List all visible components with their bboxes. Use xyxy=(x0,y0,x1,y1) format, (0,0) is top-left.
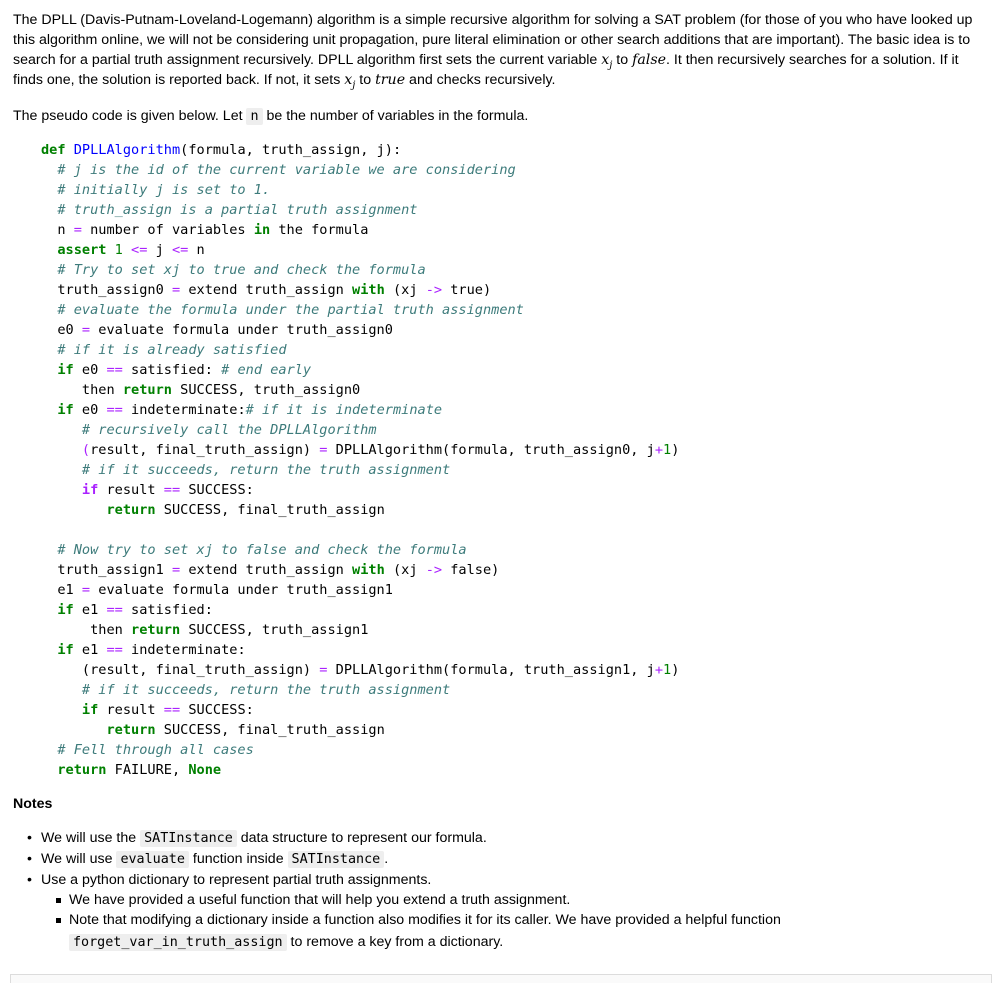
code-line xyxy=(41,760,679,780)
code-token: == xyxy=(163,482,181,498)
code-token: <= xyxy=(131,242,148,258)
code-token: # truth_assign is a partial truth assignment xyxy=(57,202,418,218)
code-token: return xyxy=(106,502,156,518)
code-line xyxy=(41,280,679,300)
code-line xyxy=(41,380,679,400)
code-token: truth_assign0 xyxy=(41,282,172,298)
code-token: result xyxy=(98,702,164,718)
code-token: SUCCESS, final_truth_assign xyxy=(155,502,385,518)
code-token: = xyxy=(81,582,91,598)
code-token: + xyxy=(654,442,664,458)
code-token: e0 xyxy=(41,322,82,338)
code-token xyxy=(41,762,57,778)
code-token: e0 xyxy=(73,402,107,418)
code-token: (xj xyxy=(384,562,426,578)
code-token: return xyxy=(131,622,181,638)
code-token: 1 xyxy=(663,442,672,458)
code-token: with xyxy=(352,562,385,578)
code-token: # end early xyxy=(221,362,312,378)
code-line xyxy=(41,180,679,200)
code-token: evaluate formula under truth_assign0 xyxy=(90,322,393,338)
code-line xyxy=(41,240,679,260)
code-token xyxy=(41,262,57,278)
code-token xyxy=(41,182,57,198)
code-token: true) xyxy=(442,282,492,298)
code-token: satisfied: xyxy=(122,602,213,618)
list-item: • Use a python dictionary to represent partial truth assignments. We have provided a useful function that will help you extend a truth assignment. Note that modifying a dictionary inside a function also modifies it for its caller. We have provided a helpful function forget_var_in_truth_assign to remove a key from a dictionary. xyxy=(13,870,973,953)
list-item: • We will use the SATInstance data structure to represent our formula. xyxy=(13,828,973,849)
code-token xyxy=(41,742,57,758)
inline-code-evaluate: evaluate xyxy=(116,851,189,868)
code-line xyxy=(41,160,679,180)
code-token: # Now try to set xj to false and check the formula xyxy=(57,542,467,558)
code-token: DPLLAlgorithm(formula, truth_assign1, j xyxy=(327,662,655,678)
code-token: if xyxy=(57,402,74,418)
code-token: = xyxy=(73,222,82,238)
code-token: ) xyxy=(671,662,680,678)
code-token: indeterminate: xyxy=(122,402,246,418)
pseudo-code-block xyxy=(41,140,679,780)
inline-code-satinstance: SATInstance xyxy=(288,851,385,868)
code-token xyxy=(41,462,82,478)
code-token: assert xyxy=(57,242,107,258)
code-token: indeterminate: xyxy=(122,642,246,658)
notes-list xyxy=(13,828,973,953)
code-token xyxy=(41,422,82,438)
code-token: == xyxy=(106,602,123,618)
code-line xyxy=(41,500,679,520)
code-token: DPLLAlgorithm xyxy=(73,142,181,158)
code-line xyxy=(41,700,679,720)
code-token: = xyxy=(171,282,181,298)
code-token: if xyxy=(81,482,99,498)
code-token xyxy=(123,242,131,258)
code-token: result xyxy=(98,482,164,498)
code-token: (formula, truth_assign, j): xyxy=(180,142,402,158)
code-line xyxy=(41,220,679,240)
code-token: def xyxy=(41,142,74,158)
notes-heading: Notes xyxy=(13,796,53,812)
code-token xyxy=(41,242,57,258)
code-token: if xyxy=(57,362,74,378)
list-item: Note that modifying a dictionary inside a function also modifies it for its caller. We have provided a helpful function forget_var_in_truth_assign to remove a key from a dictionary. xyxy=(41,910,973,953)
code-token: e0 xyxy=(73,362,107,378)
intro-text: The DPLL (Davis-Putnam-Loveland-Logemann) algorithm is a simple recursive algorithm for solving a SAT problem (for those of you who have looked up this algorithm online, we will not be considering unit propagation, pure literal elimination or other search additions that are important). The basic idea is to search for a partial truth assignment recursively. DPLL algorithm first sets the current variable xyxy=(13,12,973,68)
code-token: 1 xyxy=(663,662,672,678)
code-token: # evaluate the formula under the partial truth assignment xyxy=(57,302,524,318)
code-token: evaluate formula under truth_assign1 xyxy=(90,582,393,598)
inline-code-n: n xyxy=(246,108,262,125)
code-token: # if it is already satisfied xyxy=(57,342,287,358)
code-line xyxy=(41,340,679,360)
code-token: # Try to set xj to true and check the formula xyxy=(57,262,426,278)
code-token xyxy=(106,242,114,258)
code-token: extend truth_assign xyxy=(180,282,353,298)
code-line xyxy=(41,680,679,700)
code-line xyxy=(41,400,679,420)
code-line xyxy=(41,560,679,580)
code-token: = xyxy=(171,562,181,578)
code-line xyxy=(41,460,679,480)
code-token: == xyxy=(106,402,123,418)
code-token: e1 xyxy=(41,582,82,598)
code-token: SUCCESS, final_truth_assign xyxy=(155,722,385,738)
code-token: == xyxy=(106,362,123,378)
code-line xyxy=(41,660,679,680)
code-token: the formula xyxy=(270,222,369,238)
code-token: n xyxy=(41,222,74,238)
code-token: with xyxy=(352,282,385,298)
true-literal: true xyxy=(375,72,406,88)
code-token: # j is the id of the current variable we are considering xyxy=(57,162,516,178)
code-token: 1 xyxy=(114,242,123,258)
code-token: SUCCESS: xyxy=(180,482,254,498)
code-token: # Fell through all cases xyxy=(57,742,254,758)
code-token: in xyxy=(253,222,271,238)
code-token: extend truth_assign xyxy=(180,562,353,578)
code-token: # if it is indeterminate xyxy=(245,402,443,418)
code-token: if xyxy=(57,602,74,618)
code-token xyxy=(41,362,57,378)
code-token xyxy=(41,302,57,318)
code-line xyxy=(41,640,679,660)
code-token: -> xyxy=(425,562,443,578)
code-token xyxy=(41,682,82,698)
code-line xyxy=(41,540,679,560)
code-token xyxy=(41,402,57,418)
pseudo-code-intro: The pseudo code is given below. Let n be the number of variables in the formula. xyxy=(13,108,529,124)
code-token: (xj xyxy=(384,282,426,298)
false-literal: false xyxy=(632,52,667,68)
code-token: SUCCESS: xyxy=(180,702,254,718)
code-token xyxy=(41,482,82,498)
code-token: truth_assign1 xyxy=(41,562,172,578)
code-line xyxy=(41,140,679,160)
intro-paragraph: The DPLL (Davis-Putnam-Loveland-Logemann) algorithm is a simple recursive algorithm for solving a SAT problem (for those of you who have looked up this algorithm online, we will not be considering unit propagation, pure literal elimination or other search additions that are important). The basic idea is to search for a partial truth assignment recursively. DPLL algorithm first sets the current variable $x_j$ to false. It then recursively searches for a solution. If it finds one, the solution is reported back. If not, it sets $x_j$ to true and checks recursively. xyxy=(13,12,973,91)
code-token: FAILURE, xyxy=(106,762,189,778)
code-token: then xyxy=(41,622,132,638)
code-line xyxy=(41,420,679,440)
code-token: return xyxy=(57,762,107,778)
code-token: n xyxy=(188,242,205,258)
code-token xyxy=(41,542,57,558)
code-token: (result, final_truth_assign) xyxy=(41,662,320,678)
code-token xyxy=(41,642,57,658)
code-token: # recursively call the DPLLAlgorithm xyxy=(81,422,377,438)
notes-sublist xyxy=(41,890,973,953)
code-token xyxy=(41,702,82,718)
code-line xyxy=(41,480,679,500)
code-token: = xyxy=(319,662,328,678)
code-token: + xyxy=(654,662,664,678)
code-token: # initially j is set to 1. xyxy=(57,182,271,198)
code-token: SUCCESS, truth_assign0 xyxy=(171,382,361,398)
code-line xyxy=(41,620,679,640)
code-line xyxy=(41,740,679,760)
code-token: = xyxy=(319,442,328,458)
code-token xyxy=(41,202,57,218)
list-item: We have provided a useful function that will help you extend a truth assignment. xyxy=(41,890,973,910)
variable-xj: $x_j$ xyxy=(601,52,613,71)
code-token: j xyxy=(147,242,172,258)
code-line xyxy=(41,520,679,540)
code-token: ) xyxy=(671,442,680,458)
code-token xyxy=(41,602,57,618)
list-item: • We will use evaluate function inside SATInstance . xyxy=(13,849,973,870)
code-token: if xyxy=(81,702,99,718)
code-token xyxy=(41,722,106,738)
code-line xyxy=(41,580,679,600)
code-token: SUCCESS, truth_assign1 xyxy=(180,622,369,638)
inline-code-satinstance: SATInstance xyxy=(140,830,237,847)
code-line xyxy=(41,260,679,280)
code-token: -> xyxy=(425,282,443,298)
code-token: = xyxy=(81,322,91,338)
code-token: result, final_truth_assign) xyxy=(90,442,320,458)
code-token: false) xyxy=(442,562,500,578)
code-token: DPLLAlgorithm(formula, truth_assign0, j xyxy=(327,442,655,458)
code-token: None xyxy=(188,762,222,778)
code-token: satisfied: xyxy=(122,362,222,378)
code-token: ( xyxy=(81,442,91,458)
code-token: return xyxy=(106,722,156,738)
code-line xyxy=(41,200,679,220)
code-line xyxy=(41,720,679,740)
variable-xj: $x_j$ xyxy=(344,72,356,91)
code-line xyxy=(41,600,679,620)
code-token: # if it succeeds, return the truth assignment xyxy=(81,682,451,698)
code-line xyxy=(41,440,679,460)
next-cell-edge xyxy=(10,974,992,983)
code-token: <= xyxy=(171,242,189,258)
code-line xyxy=(41,320,679,340)
code-token: # if it succeeds, return the truth assignment xyxy=(81,462,451,478)
code-token: return xyxy=(122,382,172,398)
code-token xyxy=(41,442,82,458)
code-token: then xyxy=(41,382,123,398)
code-line xyxy=(41,300,679,320)
inline-code-forget-var: forget_var_in_truth_assign xyxy=(69,934,287,951)
code-token xyxy=(41,162,57,178)
code-token: e1 xyxy=(73,642,107,658)
code-token xyxy=(41,342,57,358)
code-token: == xyxy=(163,702,181,718)
code-token: if xyxy=(57,642,74,658)
code-line xyxy=(41,360,679,380)
code-token: e1 xyxy=(73,602,107,618)
code-token: number of variables xyxy=(81,222,254,238)
code-token xyxy=(41,502,106,518)
code-token: == xyxy=(106,642,123,658)
